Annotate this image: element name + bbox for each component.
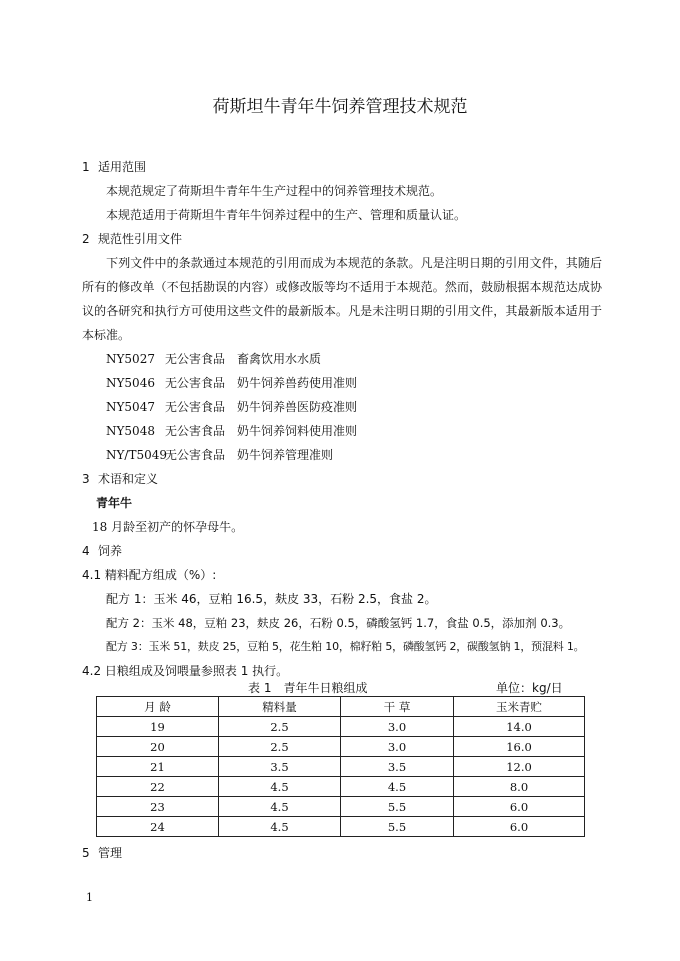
subsection-4-2: 4.2 日粮组成及饲喂量参照表 1 执行。 <box>82 664 289 678</box>
section-2-heading: 规范性引用文件 <box>98 232 183 246</box>
table-cell: 4.5 <box>219 797 341 817</box>
reference-title: 无公害食品 畜禽饮用水水质 <box>165 352 322 366</box>
section-4-heading: 饲养 <box>98 544 123 558</box>
table-row <box>97 797 585 817</box>
table-cell: 14.0 <box>454 717 585 737</box>
table-caption: 表 1 青年牛日粮组成 <box>248 681 368 695</box>
table-header-cell: 干 草 <box>341 697 454 717</box>
table-cell: 12.0 <box>454 757 585 777</box>
table-cell: 23 <box>97 797 219 817</box>
reference-title: 无公害食品 奶牛饲养兽药使用准则 <box>165 376 358 390</box>
section-2-paragraph <box>82 251 602 347</box>
table-cell: 21 <box>97 757 219 777</box>
formula-line: 配方 1：玉米 46，豆粕 16.5，麸皮 33，石粉 2.5，食盐 2。 <box>106 592 437 606</box>
section-2-paragraph-text: 下列文件中的条款通过本规范的引用而成为本规范的条款。凡是注明日期的引用文件，其随后所有的修改单（不包括勘误的内容）或修改版等均不适用于本规范。然而，鼓励根据本规范达成协议的各研究和执行方可使用这些文件的最新版本。凡是未注明日期的引用文件，其最新版本适用于本标准。 <box>82 256 602 342</box>
table-cell: 16.0 <box>454 737 585 757</box>
formula-line: 配方 2：玉米 48，豆粕 23，麸皮 26，石粉 0.5，磷酸氢钙 1.7，食盐 0.5，添加剂 0.3。 <box>106 616 571 630</box>
table-cell: 4.5 <box>219 777 341 797</box>
reference-title: 无公害食品 奶牛饲养管理准则 <box>165 448 334 462</box>
formula-line: 配方 3：玉米 51，麸皮 25，豆粕 5，花生粕 10，棉籽粕 5，磷酸氢钙 2，碳酸氢钠 1，预混料 1。 <box>106 640 585 653</box>
table-cell: 2.5 <box>219 717 341 737</box>
table-row <box>97 777 585 797</box>
section-1-paragraph-2: 本规范适用于荷斯坦牛青年牛饲养过程中的生产、管理和质量认证。 <box>106 208 467 222</box>
section-1-heading: 适用范围 <box>98 160 147 174</box>
ration-table <box>96 696 585 837</box>
table-row <box>97 757 585 777</box>
table-cell: 6.0 <box>454 797 585 817</box>
table-cell: 6.0 <box>454 817 585 837</box>
reference-code: NY5048 <box>106 424 155 438</box>
reference-code: NY5046 <box>106 376 155 390</box>
table-row <box>97 817 585 837</box>
section-1-number: 1 <box>82 160 90 174</box>
table-cell: 5.5 <box>341 797 454 817</box>
table-header-cell: 玉米青贮 <box>454 697 585 717</box>
reference-title: 无公害食品 奶牛饲养饲料使用准则 <box>165 424 358 438</box>
page-number: 1 <box>86 891 93 904</box>
table-cell: 24 <box>97 817 219 837</box>
term-definition-text: 月龄至初产的怀孕母牛。 <box>111 520 244 534</box>
section-5-number: 5 <box>82 846 90 860</box>
table-cell: 4.5 <box>341 777 454 797</box>
table-cell: 5.5 <box>341 817 454 837</box>
table-cell: 3.5 <box>219 757 341 777</box>
table-header-cell: 月 龄 <box>97 697 219 717</box>
section-5-heading: 管理 <box>98 846 123 860</box>
reference-title: 无公害食品 奶牛饲养兽医防疫准则 <box>165 400 358 414</box>
table-cell: 22 <box>97 777 219 797</box>
table-cell: 8.0 <box>454 777 585 797</box>
table-cell: 19 <box>97 717 219 737</box>
table-header-cell: 精料量 <box>219 697 341 717</box>
table-cell: 3.5 <box>341 757 454 777</box>
subsection-4-1: 4.1 精料配方组成（%）: <box>82 568 217 582</box>
table-row <box>97 717 585 737</box>
term-definition <box>92 519 243 535</box>
section-4-number: 4 <box>82 544 90 558</box>
reference-code: NY/T5049 <box>106 448 168 462</box>
document-title: 荷斯坦牛青年牛饲养管理技术规范 <box>212 97 468 117</box>
section-1-paragraph-1: 本规范规定了荷斯坦牛青年牛生产过程中的饲养管理技术规范。 <box>106 184 443 198</box>
table-cell: 20 <box>97 737 219 757</box>
reference-code: NY5047 <box>106 400 155 414</box>
section-3-number: 3 <box>82 472 90 486</box>
term-definition-number: 18 <box>92 520 108 534</box>
reference-code: NY5027 <box>106 352 155 366</box>
section-2-number: 2 <box>82 232 90 246</box>
table-cell: 4.5 <box>219 817 341 837</box>
table-cell: 3.0 <box>341 717 454 737</box>
table-unit: 单位：kg/日 <box>496 681 563 695</box>
table-cell: 3.0 <box>341 737 454 757</box>
table-cell: 2.5 <box>219 737 341 757</box>
term-name: 青年牛 <box>96 496 133 510</box>
table-header-row <box>97 697 585 717</box>
section-3-heading: 术语和定义 <box>98 472 159 486</box>
table-row <box>97 737 585 757</box>
